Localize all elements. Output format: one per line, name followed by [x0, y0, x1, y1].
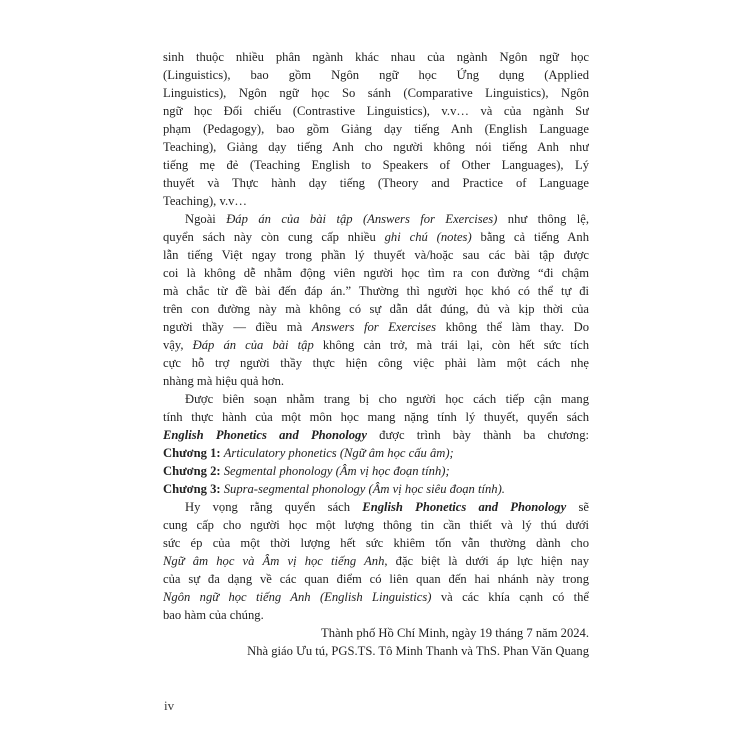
text-line — [163, 192, 589, 210]
text-run: không thể làm thay. Do — [436, 320, 589, 334]
text-line — [163, 408, 589, 426]
text-line — [163, 66, 589, 84]
text-run: Chương 1: — [163, 446, 224, 460]
text-run: phạm (Pedagogy), bao gồm Giảng dạy tiếng Anh (English Language — [163, 122, 589, 136]
text-line — [163, 462, 589, 480]
text-run: (Linguistics), bao gồm Ngôn ngữ học Ứng dụng (Applied — [163, 68, 589, 82]
text-line — [163, 336, 589, 354]
text-run: bao hàm của chúng. — [163, 608, 264, 622]
text-run: của sự đa dạng về các quan điểm có liên quan đến hai nhánh này trong — [163, 572, 589, 586]
text-run: quyển sách này còn cung cấp nhiều — [163, 230, 385, 244]
page-text — [163, 48, 589, 660]
text-run: cung cấp cho người học một lượng thông tin cần thiết và lý thú dưới — [163, 518, 589, 532]
text-run: , đặc biệt là dưới áp lực hiện nay — [384, 554, 589, 568]
text-run: coi là không dễ nhằm động viên người học tìm ra con đường “đi chậm — [163, 266, 589, 280]
text-run: Ngôn ngữ học tiếng Anh (English Linguistics) — [163, 590, 432, 604]
text-run: Supra-segmental phonology (Âm vị học siêu đoạn tính). — [223, 482, 505, 496]
text-run: ngữ học Đối chiếu (Contrastive Linguistics), v.v… và của ngành Sư — [163, 104, 589, 118]
text-run: được trình bày thành ba chương: — [366, 428, 589, 442]
text-run: mà chắc từ đề bài đến đáp án.” Thường thì người học khó có thể tự đi — [163, 284, 589, 298]
text-run: cực hỗ trợ người thầy thực hiện công việc phải làm một cách nhẹ — [163, 356, 589, 370]
text-run: người thầy — điều mà — [163, 320, 312, 334]
text-line — [163, 390, 589, 408]
text-run: sức ép của một thời lượng hết sức khiêm tốn vẫn thường dành cho — [163, 536, 589, 550]
text-line — [163, 498, 589, 516]
text-line — [163, 264, 589, 282]
page-number: iv — [164, 698, 175, 713]
text-line — [163, 84, 589, 102]
text-run: Answers for Exercises — [311, 320, 437, 334]
text-run: Thành phố Hồ Chí Minh, ngày 19 tháng 7 năm 2024. — [321, 626, 589, 640]
text-run: Hy vọng rằng quyển sách — [185, 500, 363, 514]
text-run: Đáp án của bài tập (Answers for Exercises) — [226, 212, 498, 226]
text-run: Chương 2: — [163, 464, 224, 478]
text-line — [163, 606, 589, 624]
text-line — [163, 552, 589, 570]
text-run: Teaching), Giảng dạy tiếng Anh cho người không nói tiếng Anh như — [163, 140, 589, 154]
text-run: như thông lệ, — [497, 212, 589, 226]
text-line — [163, 444, 589, 462]
text-line — [163, 534, 589, 552]
text-line — [163, 138, 589, 156]
text-line — [163, 588, 589, 606]
text-run: Ngữ âm học và Âm vị học tiếng Anh — [163, 554, 385, 568]
text-run: Linguistics), Ngôn ngữ học So sánh (Comparative Linguistics), Ngôn — [163, 86, 589, 100]
text-run: tính thực hành của một môn học mang nặng tính lý thuyết, quyển sách — [163, 410, 589, 424]
text-line — [163, 372, 589, 390]
text-run: Được biên soạn nhằm trang bị cho người học cách tiếp cận mang — [185, 392, 589, 406]
text-run: vậy, — [163, 338, 193, 352]
text-run: không cản trở, mà trái lại, còn hết sức tích — [313, 338, 589, 352]
text-run: Teaching), v.v… — [163, 194, 247, 208]
text-run: English Phonetics and Phonology — [163, 428, 367, 442]
text-line — [163, 480, 589, 498]
text-line — [163, 318, 589, 336]
text-run: English Phonetics and Phonology — [362, 500, 567, 514]
text-line — [163, 282, 589, 300]
text-run: nhàng mà hiệu quả hơn. — [163, 374, 285, 388]
text-line — [163, 516, 589, 534]
text-run: Articulatory phonetics (Ngữ âm học cấu âm); — [223, 446, 454, 460]
text-line — [163, 354, 589, 372]
text-line — [163, 426, 589, 444]
text-run: bằng cả tiếng Anh — [471, 230, 589, 244]
text-run: lẫn tiếng Việt ngay trong phần lý thuyết và/hoặc sau các bài tập được — [163, 248, 589, 262]
text-line — [163, 102, 589, 120]
text-run: Ngoài — [185, 212, 227, 226]
text-run: Nhà giáo Ưu tú, PGS.TS. Tô Minh Thanh và ThS. Phan Văn Quang — [247, 644, 589, 658]
text-run: và các khía cạnh có thể — [431, 590, 589, 604]
text-line — [163, 642, 589, 660]
text-line — [163, 228, 589, 246]
text-line — [163, 246, 589, 264]
text-line — [163, 174, 589, 192]
text-run: ghi chú (notes) — [384, 230, 472, 244]
text-run: Đáp án của bài tập — [192, 338, 314, 352]
text-line — [163, 156, 589, 174]
text-line — [163, 210, 589, 228]
text-line — [163, 570, 589, 588]
text-run: Segmental phonology (Âm vị học đoạn tính); — [223, 464, 450, 478]
text-line — [163, 300, 589, 318]
text-run: tiếng mẹ đẻ (Teaching English to Speakers of Other Languages), Lý — [163, 158, 589, 172]
text-run: sinh thuộc nhiều phân ngành khác nhau của ngành Ngôn ngữ học — [163, 50, 589, 64]
text-run: sẽ — [566, 500, 589, 514]
text-run: thuyết và Thực hành dạy tiếng (Theory and Practice of Language — [163, 176, 589, 190]
text-line — [163, 120, 589, 138]
text-line — [163, 48, 589, 66]
text-run: Chương 3: — [163, 482, 224, 496]
text-run: trên con đường này mà không có sự dẫn dắt đúng, đủ và kịp thời của — [163, 302, 589, 316]
text-line — [163, 624, 589, 642]
